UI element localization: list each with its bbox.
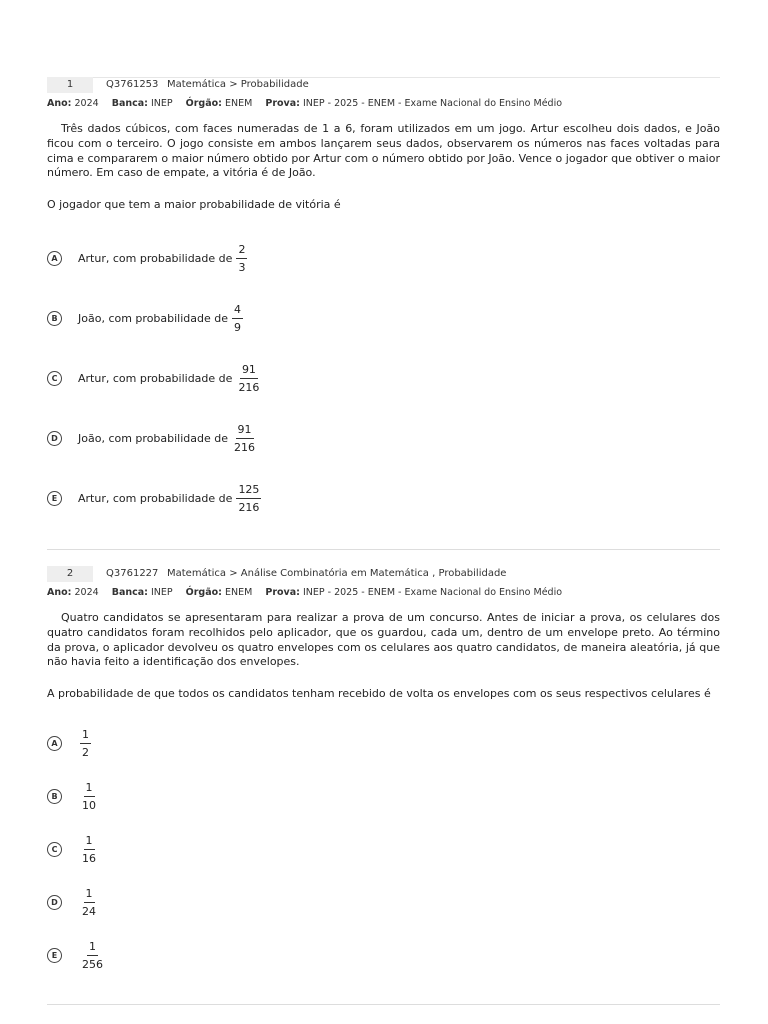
fraction-numerator: 2 <box>236 242 247 259</box>
option-letter-a[interactable]: A <box>47 251 62 266</box>
ano-value: 2024 <box>74 587 99 598</box>
question-subject[interactable]: Matemática > Análise Combinatória em Matemática , Probabilidade <box>167 568 507 579</box>
prova-label: Prova: <box>265 98 300 109</box>
option-text: Artur, com probabilidade de <box>78 491 233 505</box>
fraction <box>236 242 247 275</box>
fraction-numerator: 125 <box>236 482 261 499</box>
ano-label: Ano: <box>47 587 72 598</box>
option-text: Artur, com probabilidade de <box>78 251 233 265</box>
option-letter-d[interactable]: D <box>47 431 62 446</box>
option-text: João, com probabilidade de <box>78 431 229 445</box>
prova-label: Prova: <box>265 587 300 598</box>
fraction-numerator: 4 <box>232 302 243 319</box>
option-a[interactable] <box>47 228 720 288</box>
fraction-denominator: 9 <box>234 320 242 334</box>
option-c[interactable] <box>47 348 720 408</box>
question-stem: Quatro candidatos se apresentaram para realizar a prova de um concurso. Antes de iniciar a prova, os celulares dos quatro candidatos foram recolhidos pelo aplicador, que os guardou, cada um, dentro de um envelope preto. Ao término da prova, o aplicador devolveu os quatro envelopes com os celulares aos quatro candidatos, de maneira aleatória, já que não havia feito a identificação dos envelopes. <box>47 611 720 669</box>
option-a[interactable] <box>47 717 720 770</box>
option-letter-e[interactable]: E <box>47 491 62 506</box>
banca-label: Banca: <box>111 98 148 109</box>
orgao-label: Órgão: <box>185 98 222 109</box>
option-letter-a[interactable]: A <box>47 736 62 751</box>
fraction <box>80 727 91 760</box>
fraction-numerator: 91 <box>240 362 258 379</box>
option-d[interactable] <box>47 408 720 468</box>
question-number: 1 <box>47 77 93 93</box>
option-text: João, com probabilidade de <box>78 311 229 325</box>
question-code[interactable]: Q3761253 <box>106 79 159 90</box>
option-c[interactable] <box>47 823 720 876</box>
option-text: Artur, com probabilidade de <box>78 371 233 385</box>
fraction-denominator: 10 <box>82 799 96 813</box>
question-prompt: A probabilidade de que todos os candidatos tenham recebido de volta os envelopes com os seus respectivos celulares é <box>47 687 711 701</box>
fraction-denominator: 216 <box>238 380 260 394</box>
fraction-numerator: 91 <box>236 422 254 439</box>
fraction-denominator: 216 <box>234 440 256 454</box>
fraction <box>232 302 243 335</box>
option-letter-d[interactable]: D <box>47 895 62 910</box>
option-letter-c[interactable]: C <box>47 842 62 857</box>
option-letter-c[interactable]: C <box>47 371 62 386</box>
fraction <box>232 422 257 455</box>
question-meta <box>47 97 720 110</box>
question-code[interactable]: Q3761227 <box>106 568 159 579</box>
option-letter-e[interactable]: E <box>47 948 62 963</box>
fraction-denominator: 256 <box>82 958 103 972</box>
ano-label: Ano: <box>47 98 72 109</box>
banca-value: INEP <box>151 98 173 109</box>
prova-value: INEP - 2025 - ENEM - Exame Nacional do Ensino Médio <box>302 587 563 598</box>
option-letter-b[interactable]: B <box>47 789 62 804</box>
question-1 <box>47 77 720 528</box>
option-letter-b[interactable]: B <box>47 311 62 326</box>
option-d[interactable] <box>47 876 720 929</box>
fraction <box>80 833 98 866</box>
question-stem: Três dados cúbicos, com faces numeradas de 1 a 6, foram utilizados em um jogo. Artur escolheu dois dados, e João ficou com o terceiro. O jogo consiste em ambos lançarem seus dados, observarem os números nas faces voltadas para cima e compararem o maior número obtido por Artur com o número obtido por João. Vence o jogador que obtiver o maior número. Em caso de empate, a vitória é de João. <box>47 122 720 180</box>
question-2 <box>47 566 720 982</box>
fraction-numerator: 1 <box>87 939 98 956</box>
orgao-value: ENEM <box>225 98 253 109</box>
banca-label: Banca: <box>111 587 148 598</box>
banca-value: INEP <box>151 587 173 598</box>
orgao-value: ENEM <box>225 587 253 598</box>
question-separator <box>47 549 720 550</box>
fraction <box>236 362 261 395</box>
fraction-numerator: 1 <box>84 833 95 850</box>
fraction-numerator: 1 <box>84 780 95 797</box>
fraction-denominator: 16 <box>82 852 96 866</box>
fraction-denominator: 3 <box>238 260 246 274</box>
fraction <box>236 482 261 515</box>
option-e[interactable] <box>47 929 720 982</box>
question-subject[interactable]: Matemática > Probabilidade <box>167 79 309 90</box>
fraction-numerator: 1 <box>80 727 91 744</box>
answer-options <box>47 717 720 982</box>
option-b[interactable] <box>47 288 720 348</box>
question-separator <box>47 1004 720 1005</box>
question-prompt: O jogador que tem a maior probabilidade de vitória é <box>47 198 341 212</box>
orgao-label: Órgão: <box>185 587 222 598</box>
fraction <box>80 886 98 919</box>
question-header <box>47 77 720 93</box>
ano-value: 2024 <box>74 98 99 109</box>
question-meta <box>47 586 720 599</box>
question-header <box>47 566 720 582</box>
fraction <box>80 939 105 972</box>
option-e[interactable] <box>47 468 720 528</box>
fraction <box>80 780 98 813</box>
option-b[interactable] <box>47 770 720 823</box>
prova-value: INEP - 2025 - ENEM - Exame Nacional do Ensino Médio <box>302 98 563 109</box>
answer-options <box>47 228 720 528</box>
question-number: 2 <box>47 566 93 582</box>
fraction-numerator: 1 <box>84 886 95 903</box>
fraction-denominator: 216 <box>238 500 260 514</box>
fraction-denominator: 24 <box>82 905 96 919</box>
fraction-denominator: 2 <box>82 746 89 760</box>
